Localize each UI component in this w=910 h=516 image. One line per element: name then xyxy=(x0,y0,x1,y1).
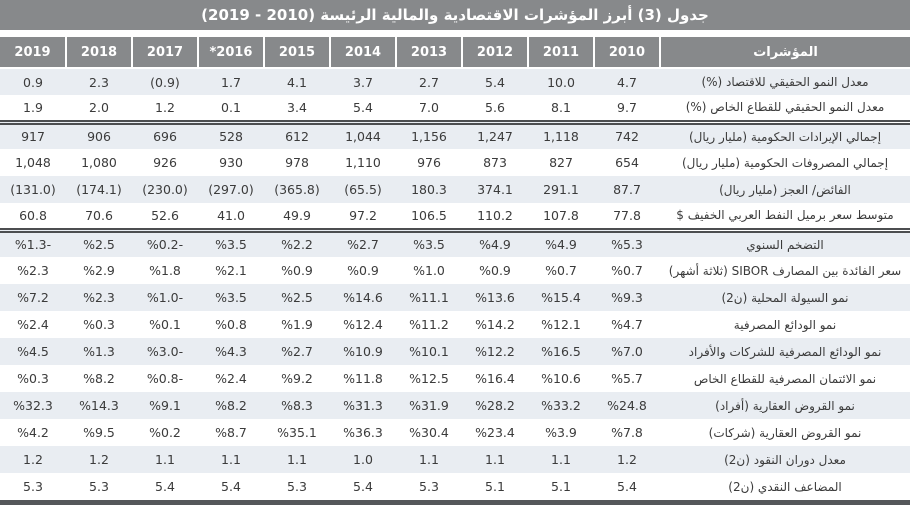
value-cell: %12.2 xyxy=(462,338,528,365)
indicator-label: معدل النمو الحقيقي للاقتصاد (%) xyxy=(660,68,910,95)
indicator-label: الفائض/ العجز (مليار ريال) xyxy=(660,176,910,203)
value-cell: 49.9 xyxy=(264,203,330,230)
value-cell: %2.3 xyxy=(0,257,66,284)
indicator-label: نمو الائتمان المصرفية للقطاع الخاص xyxy=(660,365,910,392)
value-cell: %0.9 xyxy=(462,257,528,284)
year-column-header: 2018 xyxy=(66,37,132,68)
value-cell: 528 xyxy=(198,122,264,149)
value-cell: 5.3 xyxy=(0,473,66,500)
value-cell: 7.0 xyxy=(396,95,462,122)
value-cell: %12.5 xyxy=(396,365,462,392)
table-row xyxy=(0,473,910,500)
value-cell: %2.7 xyxy=(264,338,330,365)
year-column-header: *2016 xyxy=(198,37,264,68)
value-cell: %35.1 xyxy=(264,419,330,446)
value-cell: 873 xyxy=(462,149,528,176)
value-cell: %4.9 xyxy=(528,230,594,257)
indicator-label: المضاعف النقدي (ن2) xyxy=(660,473,910,500)
table-row xyxy=(0,176,910,203)
value-cell: %0.9 xyxy=(330,257,396,284)
value-cell: 1,156 xyxy=(396,122,462,149)
table-row xyxy=(0,311,910,338)
value-cell: 5.3 xyxy=(396,473,462,500)
value-cell: 5.6 xyxy=(462,95,528,122)
value-cell: %0.3 xyxy=(66,311,132,338)
value-cell: %4.2 xyxy=(0,419,66,446)
value-cell: %0.3 xyxy=(0,365,66,392)
value-cell: %14.2 xyxy=(462,311,528,338)
value-cell: %4.3 xyxy=(198,338,264,365)
value-cell: %1.8 xyxy=(132,257,198,284)
indicator-label: نمو الودائع المصرفية xyxy=(660,311,910,338)
value-cell: %3.5 xyxy=(198,230,264,257)
value-cell: %9.2 xyxy=(264,365,330,392)
value-cell: 1.1 xyxy=(528,446,594,473)
value-cell: %16.4 xyxy=(462,365,528,392)
value-cell: %8.2 xyxy=(66,365,132,392)
value-cell: %10.9 xyxy=(330,338,396,365)
value-cell: %2.9 xyxy=(66,257,132,284)
indicator-label: سعر الفائدة بين المصارف SIBOR (ثلاثة أشهر) xyxy=(660,257,910,284)
value-cell: 742 xyxy=(594,122,660,149)
value-cell: %10.6 xyxy=(528,365,594,392)
value-cell: 10.0 xyxy=(528,68,594,95)
value-cell: 1.1 xyxy=(198,446,264,473)
value-cell: 5.4 xyxy=(198,473,264,500)
value-cell: 5.4 xyxy=(330,473,396,500)
value-cell: 2.3 xyxy=(66,68,132,95)
value-cell: %11.8 xyxy=(330,365,396,392)
value-cell: 8.1 xyxy=(528,95,594,122)
value-cell: 4.1 xyxy=(264,68,330,95)
value-cell: 612 xyxy=(264,122,330,149)
indicator-label: إجمالي المصروفات الحكومية (مليار ريال) xyxy=(660,149,910,176)
value-cell: %4.7 xyxy=(594,311,660,338)
value-cell: %7.8 xyxy=(594,419,660,446)
value-cell: %0.7 xyxy=(594,257,660,284)
value-cell: %2.5 xyxy=(66,230,132,257)
value-cell: 0.9 xyxy=(0,68,66,95)
value-cell: %28.2 xyxy=(462,392,528,419)
value-cell: 1,110 xyxy=(330,149,396,176)
value-cell: 2.0 xyxy=(66,95,132,122)
value-cell: %2.4 xyxy=(0,311,66,338)
value-cell: %4.5 xyxy=(0,338,66,365)
value-cell: 1.1 xyxy=(396,446,462,473)
value-cell: (297.0) xyxy=(198,176,264,203)
value-cell: 110.2 xyxy=(462,203,528,230)
year-column-header: 2010 xyxy=(594,37,660,68)
value-cell: %30.4 xyxy=(396,419,462,446)
value-cell: 1.2 xyxy=(132,95,198,122)
value-cell: %23.4 xyxy=(462,419,528,446)
value-cell: 1.1 xyxy=(132,446,198,473)
table-row xyxy=(0,365,910,392)
year-column-header: 2012 xyxy=(462,37,528,68)
value-cell: 5.4 xyxy=(594,473,660,500)
value-cell: %3.0- xyxy=(132,338,198,365)
value-cell: 1.9 xyxy=(0,95,66,122)
value-cell: %36.3 xyxy=(330,419,396,446)
value-cell: %31.9 xyxy=(396,392,462,419)
value-cell: 70.6 xyxy=(66,203,132,230)
value-cell: %3.5 xyxy=(396,230,462,257)
table-title: جدول (3) أبرز المؤشرات الاقتصادية والمالية الرئيسة (2010 - 2019) xyxy=(201,6,709,24)
value-cell: %1.3 xyxy=(66,338,132,365)
value-cell: %3.9 xyxy=(528,419,594,446)
value-cell: %2.7 xyxy=(330,230,396,257)
value-cell: 180.3 xyxy=(396,176,462,203)
value-cell: 9.7 xyxy=(594,95,660,122)
table-row xyxy=(0,230,910,257)
value-cell: 41.0 xyxy=(198,203,264,230)
value-cell: %1.0 xyxy=(396,257,462,284)
value-cell: 654 xyxy=(594,149,660,176)
indicator-label: نمو السيولة المحلية (ن2) xyxy=(660,284,910,311)
indicators-table xyxy=(0,37,910,500)
value-cell: %14.3 xyxy=(66,392,132,419)
value-cell: 1,048 xyxy=(0,149,66,176)
value-cell: %8.7 xyxy=(198,419,264,446)
table-row xyxy=(0,284,910,311)
value-cell: %4.9 xyxy=(462,230,528,257)
value-cell: %2.3 xyxy=(66,284,132,311)
table-bottom-border xyxy=(0,500,910,505)
table-row xyxy=(0,149,910,176)
value-cell: 906 xyxy=(66,122,132,149)
value-cell: %8.3 xyxy=(264,392,330,419)
value-cell: %12.1 xyxy=(528,311,594,338)
value-cell: %13.6 xyxy=(462,284,528,311)
value-cell: %8.2 xyxy=(198,392,264,419)
value-cell: 77.8 xyxy=(594,203,660,230)
value-cell: 60.8 xyxy=(0,203,66,230)
table-title-bar xyxy=(0,0,910,30)
year-column-header: 2015 xyxy=(264,37,330,68)
value-cell: %3.5 xyxy=(198,284,264,311)
year-column-header: 2011 xyxy=(528,37,594,68)
table-row xyxy=(0,95,910,122)
value-cell: (65.5) xyxy=(330,176,396,203)
table-row xyxy=(0,68,910,95)
value-cell: %11.1 xyxy=(396,284,462,311)
table-row xyxy=(0,419,910,446)
value-cell: 1.7 xyxy=(198,68,264,95)
value-cell: %9.3 xyxy=(594,284,660,311)
value-cell: 3.7 xyxy=(330,68,396,95)
table-body xyxy=(0,68,910,500)
value-cell: 930 xyxy=(198,149,264,176)
value-cell: %5.7 xyxy=(594,365,660,392)
year-column-header: 2013 xyxy=(396,37,462,68)
value-cell: %1.3- xyxy=(0,230,66,257)
year-column-header: 2014 xyxy=(330,37,396,68)
value-cell: (0.9) xyxy=(132,68,198,95)
value-cell: %0.8- xyxy=(132,365,198,392)
indicator-label: التضخم السنوي xyxy=(660,230,910,257)
value-cell: 52.6 xyxy=(132,203,198,230)
value-cell: 5.4 xyxy=(330,95,396,122)
value-cell: %0.9 xyxy=(264,257,330,284)
value-cell: 1,080 xyxy=(66,149,132,176)
value-cell: 976 xyxy=(396,149,462,176)
value-cell: 1,118 xyxy=(528,122,594,149)
value-cell: %16.5 xyxy=(528,338,594,365)
indicator-label: نمو القروض العقارية (شركات) xyxy=(660,419,910,446)
value-cell: %1.9 xyxy=(264,311,330,338)
value-cell: %10.1 xyxy=(396,338,462,365)
value-cell: %5.3 xyxy=(594,230,660,257)
value-cell: 3.4 xyxy=(264,95,330,122)
value-cell: %33.2 xyxy=(528,392,594,419)
table-row xyxy=(0,392,910,419)
year-column-header: 2019 xyxy=(0,37,66,68)
value-cell: 1.0 xyxy=(330,446,396,473)
value-cell: 5.1 xyxy=(462,473,528,500)
value-cell: 4.7 xyxy=(594,68,660,95)
value-cell: 1,044 xyxy=(330,122,396,149)
indicator-label: معدل دوران النقود (ن2) xyxy=(660,446,910,473)
table-header-row xyxy=(0,37,910,68)
value-cell: %12.4 xyxy=(330,311,396,338)
value-cell: %14.6 xyxy=(330,284,396,311)
value-cell: %7.2 xyxy=(0,284,66,311)
value-cell: 5.4 xyxy=(462,68,528,95)
indicator-label: نمو الودائع المصرفية للشركات والأفراد xyxy=(660,338,910,365)
table-row xyxy=(0,446,910,473)
value-cell: 107.8 xyxy=(528,203,594,230)
value-cell: 1,247 xyxy=(462,122,528,149)
value-cell: 2.7 xyxy=(396,68,462,95)
value-cell: %0.1 xyxy=(132,311,198,338)
value-cell: %2.5 xyxy=(264,284,330,311)
value-cell: %7.0 xyxy=(594,338,660,365)
value-cell: (174.1) xyxy=(66,176,132,203)
table-row xyxy=(0,257,910,284)
value-cell: %32.3 xyxy=(0,392,66,419)
value-cell: 5.1 xyxy=(528,473,594,500)
value-cell: %0.2 xyxy=(132,419,198,446)
value-cell: %0.8 xyxy=(198,311,264,338)
value-cell: (131.0) xyxy=(0,176,66,203)
value-cell: 291.1 xyxy=(528,176,594,203)
value-cell: 106.5 xyxy=(396,203,462,230)
value-cell: 978 xyxy=(264,149,330,176)
value-cell: %9.5 xyxy=(66,419,132,446)
value-cell: 1.2 xyxy=(66,446,132,473)
value-cell: %31.3 xyxy=(330,392,396,419)
indicators-column-header: المؤشرات xyxy=(660,37,910,68)
value-cell: %24.8 xyxy=(594,392,660,419)
table-row xyxy=(0,122,910,149)
value-cell: %0.2- xyxy=(132,230,198,257)
value-cell: %15.4 xyxy=(528,284,594,311)
value-cell: 97.2 xyxy=(330,203,396,230)
value-cell: %2.4 xyxy=(198,365,264,392)
value-cell: 87.7 xyxy=(594,176,660,203)
value-cell: 696 xyxy=(132,122,198,149)
table-row xyxy=(0,203,910,230)
value-cell: (365.8) xyxy=(264,176,330,203)
value-cell: %2.1 xyxy=(198,257,264,284)
indicator-label: نمو القروض العقارية (أفراد) xyxy=(660,392,910,419)
value-cell: 5.3 xyxy=(66,473,132,500)
value-cell: (230.0) xyxy=(132,176,198,203)
indicator-label: معدل النمو الحقيقي للقطاع الخاص (%) xyxy=(660,95,910,122)
value-cell: 1.1 xyxy=(264,446,330,473)
value-cell: %2.2 xyxy=(264,230,330,257)
value-cell: 374.1 xyxy=(462,176,528,203)
value-cell: %0.7 xyxy=(528,257,594,284)
value-cell: 1.2 xyxy=(0,446,66,473)
value-cell: %1.0- xyxy=(132,284,198,311)
value-cell: 827 xyxy=(528,149,594,176)
value-cell: %9.1 xyxy=(132,392,198,419)
value-cell: 1.1 xyxy=(462,446,528,473)
indicator-label: متوسط سعر برميل النفط العربي الخفيف $ xyxy=(660,203,910,230)
value-cell: 926 xyxy=(132,149,198,176)
value-cell: 5.4 xyxy=(132,473,198,500)
value-cell: 1.2 xyxy=(594,446,660,473)
value-cell: 917 xyxy=(0,122,66,149)
value-cell: 5.3 xyxy=(264,473,330,500)
value-cell: %11.2 xyxy=(396,311,462,338)
value-cell: 0.1 xyxy=(198,95,264,122)
indicator-label: إجمالي الإيرادات الحكومية (مليار ريال) xyxy=(660,122,910,149)
table-row xyxy=(0,338,910,365)
year-column-header: 2017 xyxy=(132,37,198,68)
